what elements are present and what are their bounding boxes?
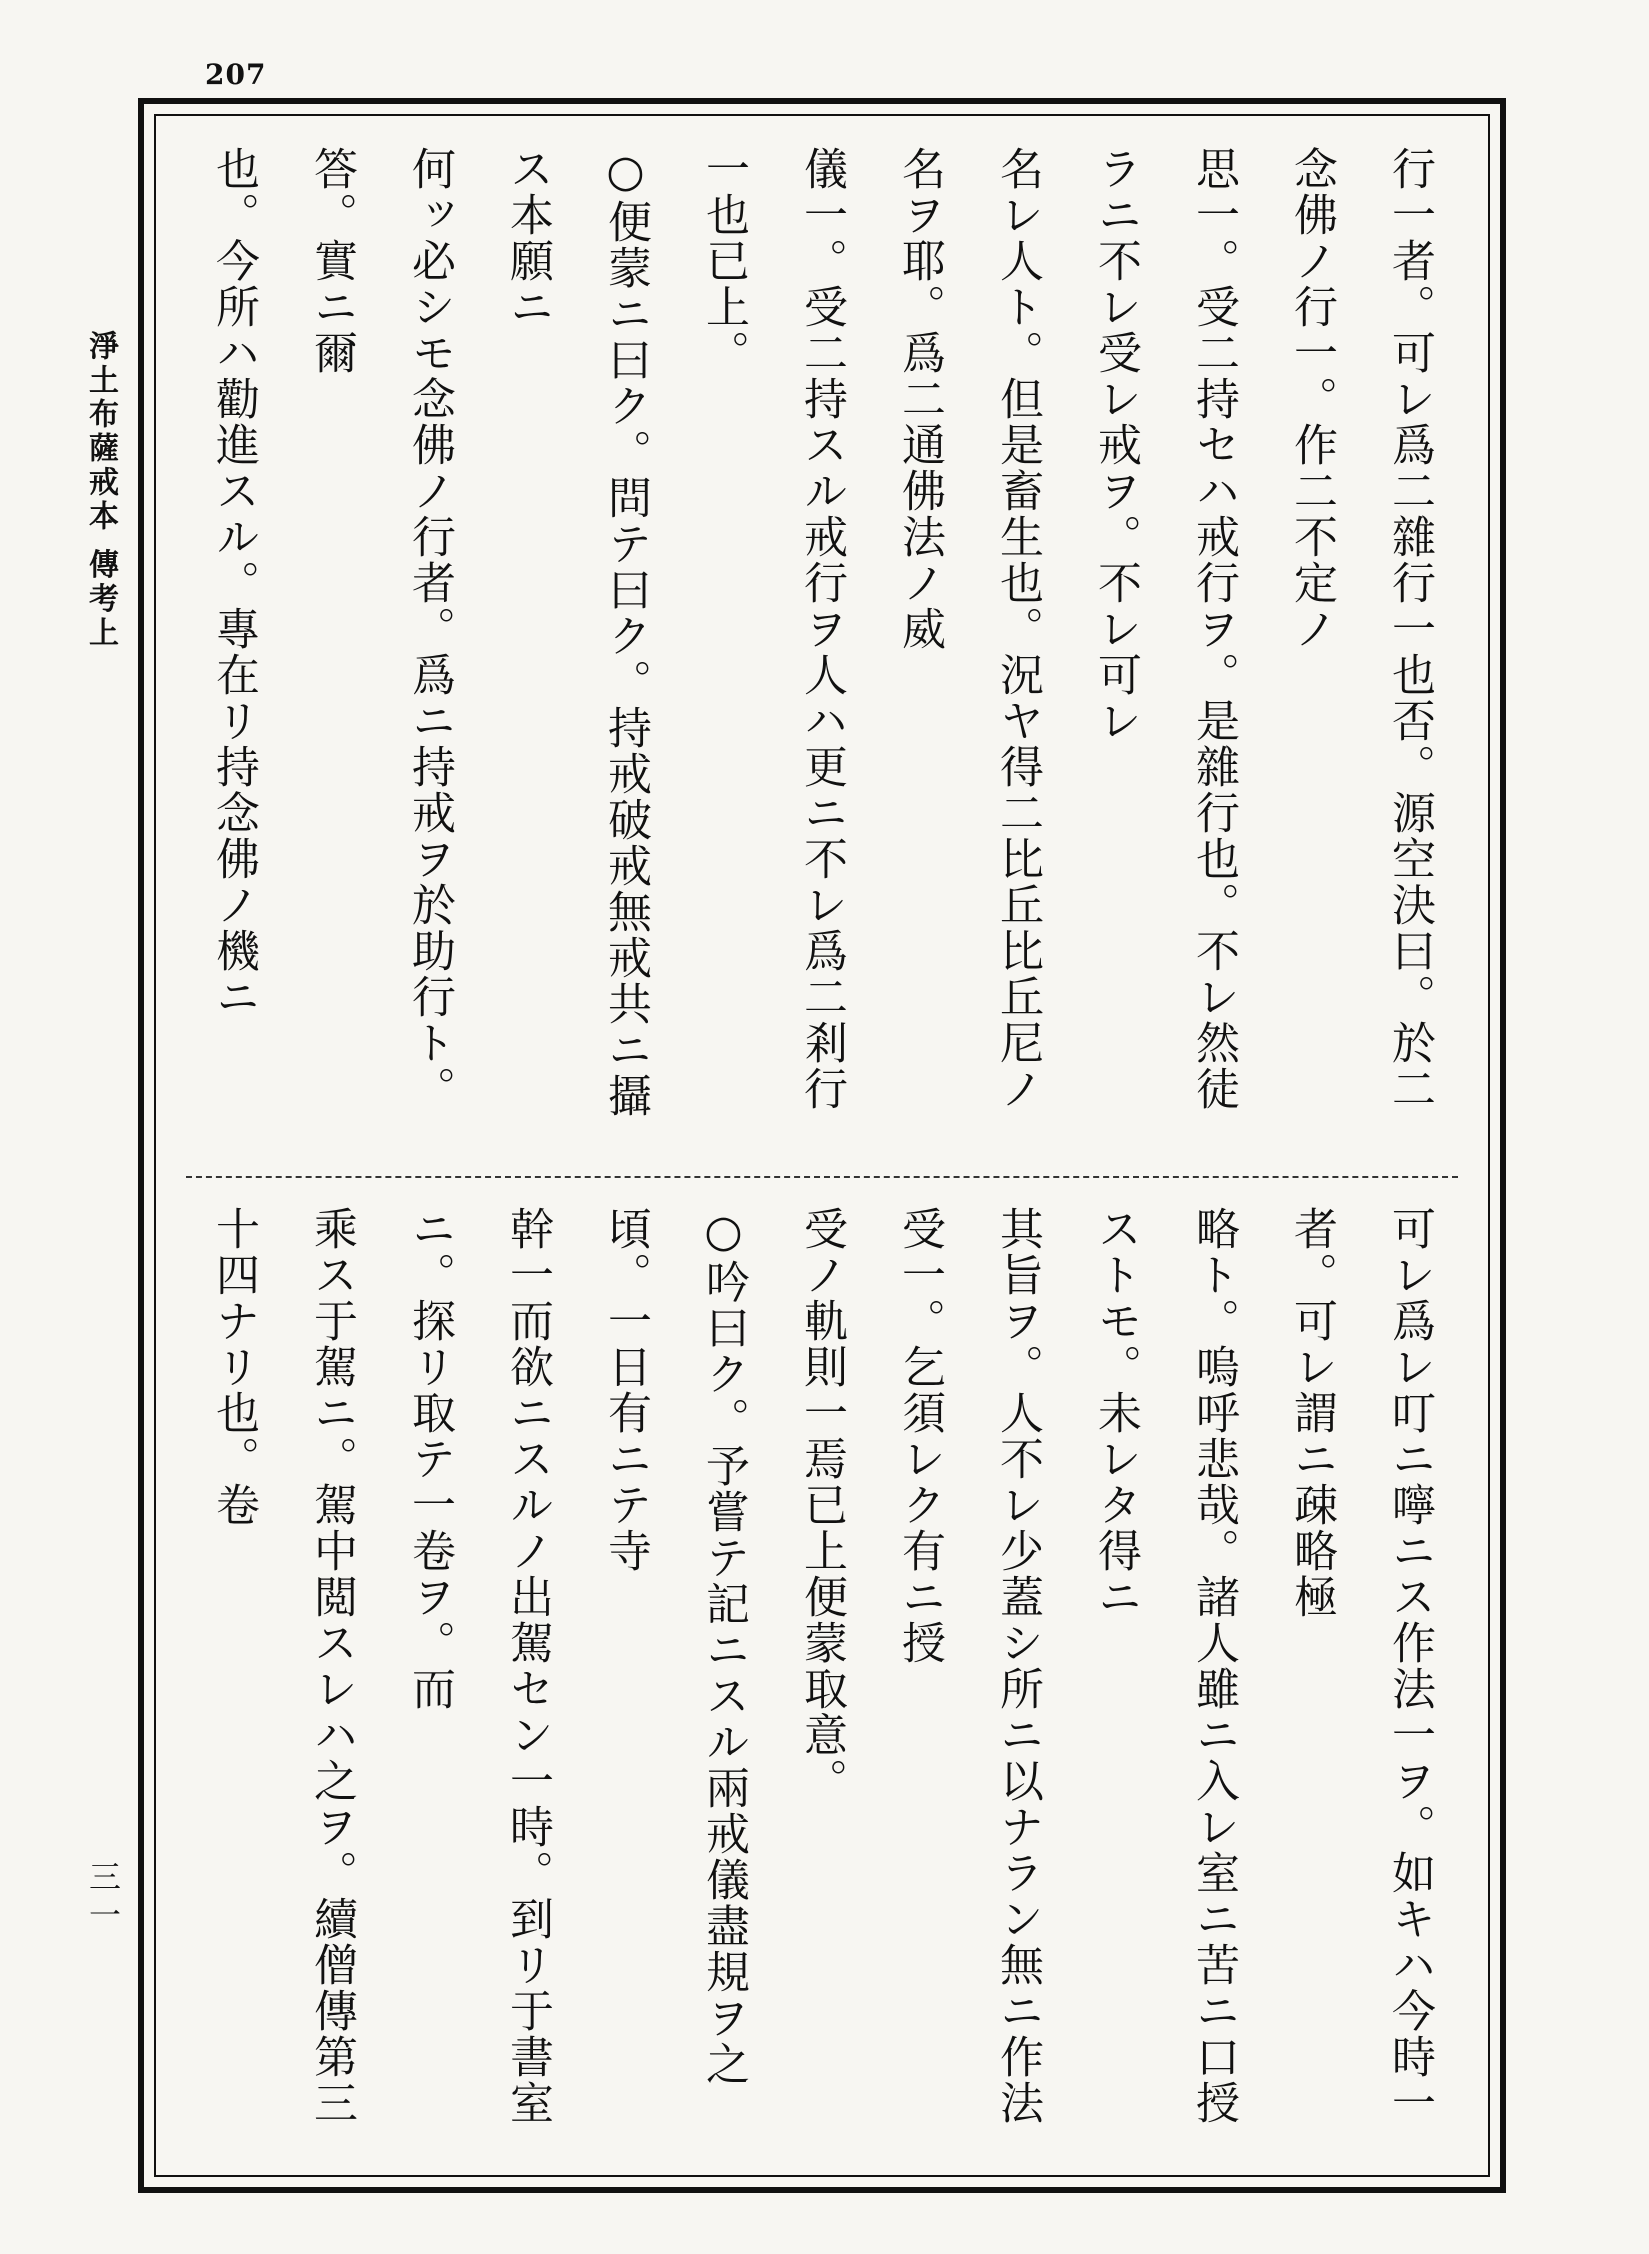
bottom-text-columns	[186, 1206, 1458, 2151]
page-number: 207	[205, 58, 267, 91]
text-column: 儀一。受二持スル戒行ヲ人ハ更ニ不レ爲二剎行一也已上。	[698, 146, 847, 1112]
running-head: 淨土布薩戒本 傳考上	[83, 330, 118, 651]
bottom-text-panel	[186, 1206, 1458, 2151]
text-column: 思一。受二持セハ戒行ヲ。是雜行也。不レ然徒ラニ不レ受レ戒ヲ。不レ可レ	[1090, 146, 1239, 1112]
text-column: 可レ爲レ叮ニ嚀ニス作法一ヲ。如キハ今時一者。可レ謂ニ疎略極	[1286, 1206, 1435, 2126]
text-column: 乘ス于駕ニ。駕中閲スレハ之ヲ。續僧傳第三十四ナリ也。卷	[208, 1206, 357, 2126]
text-column: 受ノ軌則一焉已上便蒙取意。	[796, 1206, 847, 1804]
text-column: 何ッ必シモ念佛ノ行者。爲ニ持戒ヲ於助行ト。答。實ニ爾	[306, 146, 455, 1112]
top-text-panel	[186, 146, 1458, 1146]
text-column: 也。今所ハ勸進スル。專在リ持念佛ノ機ニ	[208, 146, 259, 1020]
text-column: 略ト。嗚呼悲哉。諸人雖ニ入レ室ニ苦ニ口授ストモ。未レタ得ニ	[1090, 1206, 1239, 2126]
page-frame	[138, 98, 1506, 2193]
text-column: 其旨ヲ。人不レ少蓋シ所ニ以ナラン無ニ作法受一。乞須レク有ニ授	[894, 1206, 1043, 2126]
folio: 三一	[84, 1860, 122, 1936]
text-column: 行一者。可レ爲二雜行一也否。源空決曰。於二念佛ノ行一。作二不定ノ	[1286, 146, 1435, 1112]
text-column: ○吟曰ク。予嘗テ記ニスル兩戒儀盡規ヲ之頃。一日有ニテ寺	[600, 1206, 749, 2087]
text-column: 幹一而欲ニスルノ出駕セン一時。到リ于書室ニ。探リ取テ一卷ヲ。而	[404, 1206, 553, 2126]
top-text-columns	[186, 146, 1458, 1146]
panel-divider	[186, 1176, 1458, 1178]
inner-frame	[154, 114, 1490, 2177]
text-column: 名レ人ト。但是畜生也。況ヤ得二比丘比丘尼ノ名ヲ耶。爲二通佛法ノ威	[894, 146, 1043, 1112]
text-column: ○便蒙ニ曰ク。問テ曰ク。持戒破戒無戒共ニ攝ス本願ニ	[502, 146, 651, 1119]
